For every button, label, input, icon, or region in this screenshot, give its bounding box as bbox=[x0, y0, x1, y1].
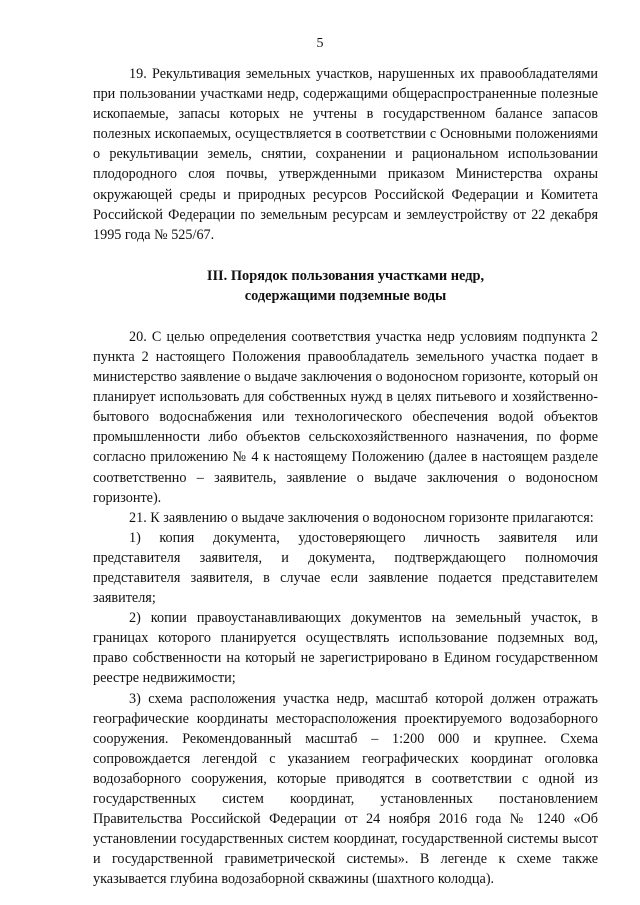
paragraph-19: 19. Рекультивация земельных участков, нарушенных их правообладателями при пользовании участками недр, содержащими общераспространенные полезные ископаемые, запасы которых не учтены в государственном балансе запасов полезных ископаемых, осуществляется в соответствии с Основными положениями о рекультивации земель, снятии, сохранении и рациональном использовании плодородного слоя почвы, утвержденными приказом Министерства охраны окружающей среды и природных ресурсов Российской Федерации и Комитета Российской Федерации по земельным ресурсам и землеустройству от 22 декабря 1995 года № 525/67. bbox=[93, 66, 598, 243]
document-body bbox=[93, 64, 598, 889]
paragraph-21-item-2: 2) копии правоустанавливающих документов на земельный участок, в границах которого планируется осуществлять использование подземных вод, право собственности на который не зарегистрировано в Едином государственном реестре недвижимости; bbox=[93, 610, 598, 687]
page-number: 5 bbox=[316, 36, 324, 51]
section-heading bbox=[93, 266, 598, 306]
section-heading-line-1: III. Порядок пользования участками недр, bbox=[206, 267, 485, 284]
paragraph-21-item-1: 1) копия документа, удостоверяющего личность заявителя или представителя заявителя, и документа, подтверждающего полномочия представителя заявителя, в случае если заявление подается представителем заявителя; bbox=[93, 529, 598, 607]
section-heading-line-2: содержащими подземные воды bbox=[244, 287, 447, 304]
paragraph-21: 21. К заявлению о выдаче заключения о водоносном горизонте прилагаются: bbox=[129, 509, 594, 526]
paragraph-20: 20. С целью определения соответствия участка недр условиям подпункта 2 пункта 2 настоящего Положения правообладатель земельного участка подает в министерство заявление о выдаче заключения о водоносном горизонте, который он планирует использовать для собственных нужд в целях питьевого и хозяйственно-бытового водоснабжения или технологического обеспечения водой объектов промышленности либо объектов сельскохозяйственного назначения, по форме согласно приложению № 4 к настоящему Положению (далее в настоящем разделе соответственно – заявитель, заявление о выдаче заключения о водоносном горизонте). bbox=[93, 328, 598, 506]
paragraph-21-item-3: 3) схема расположения участка недр, масштаб которой должен отражать географические координаты месторасположения проектируемого водозаборного сооружения. Рекомендованный масштаб – 1:200 000 и крупнее. Схема сопровождается легендой с указанием географических координат оголовка водозаборного сооружения, которые приводятся в соответствии с одной из государственных систем координат, установленных постановлением Правительства Российской Федерации от 24 ноября 2016 года № 1240 «Об установлении государственных систем координат, государственной системы высот и государственной гравиметрической системы». В легенде к схеме также указывается глубина водозаборной скважины (шахтного колодца). bbox=[93, 690, 598, 888]
